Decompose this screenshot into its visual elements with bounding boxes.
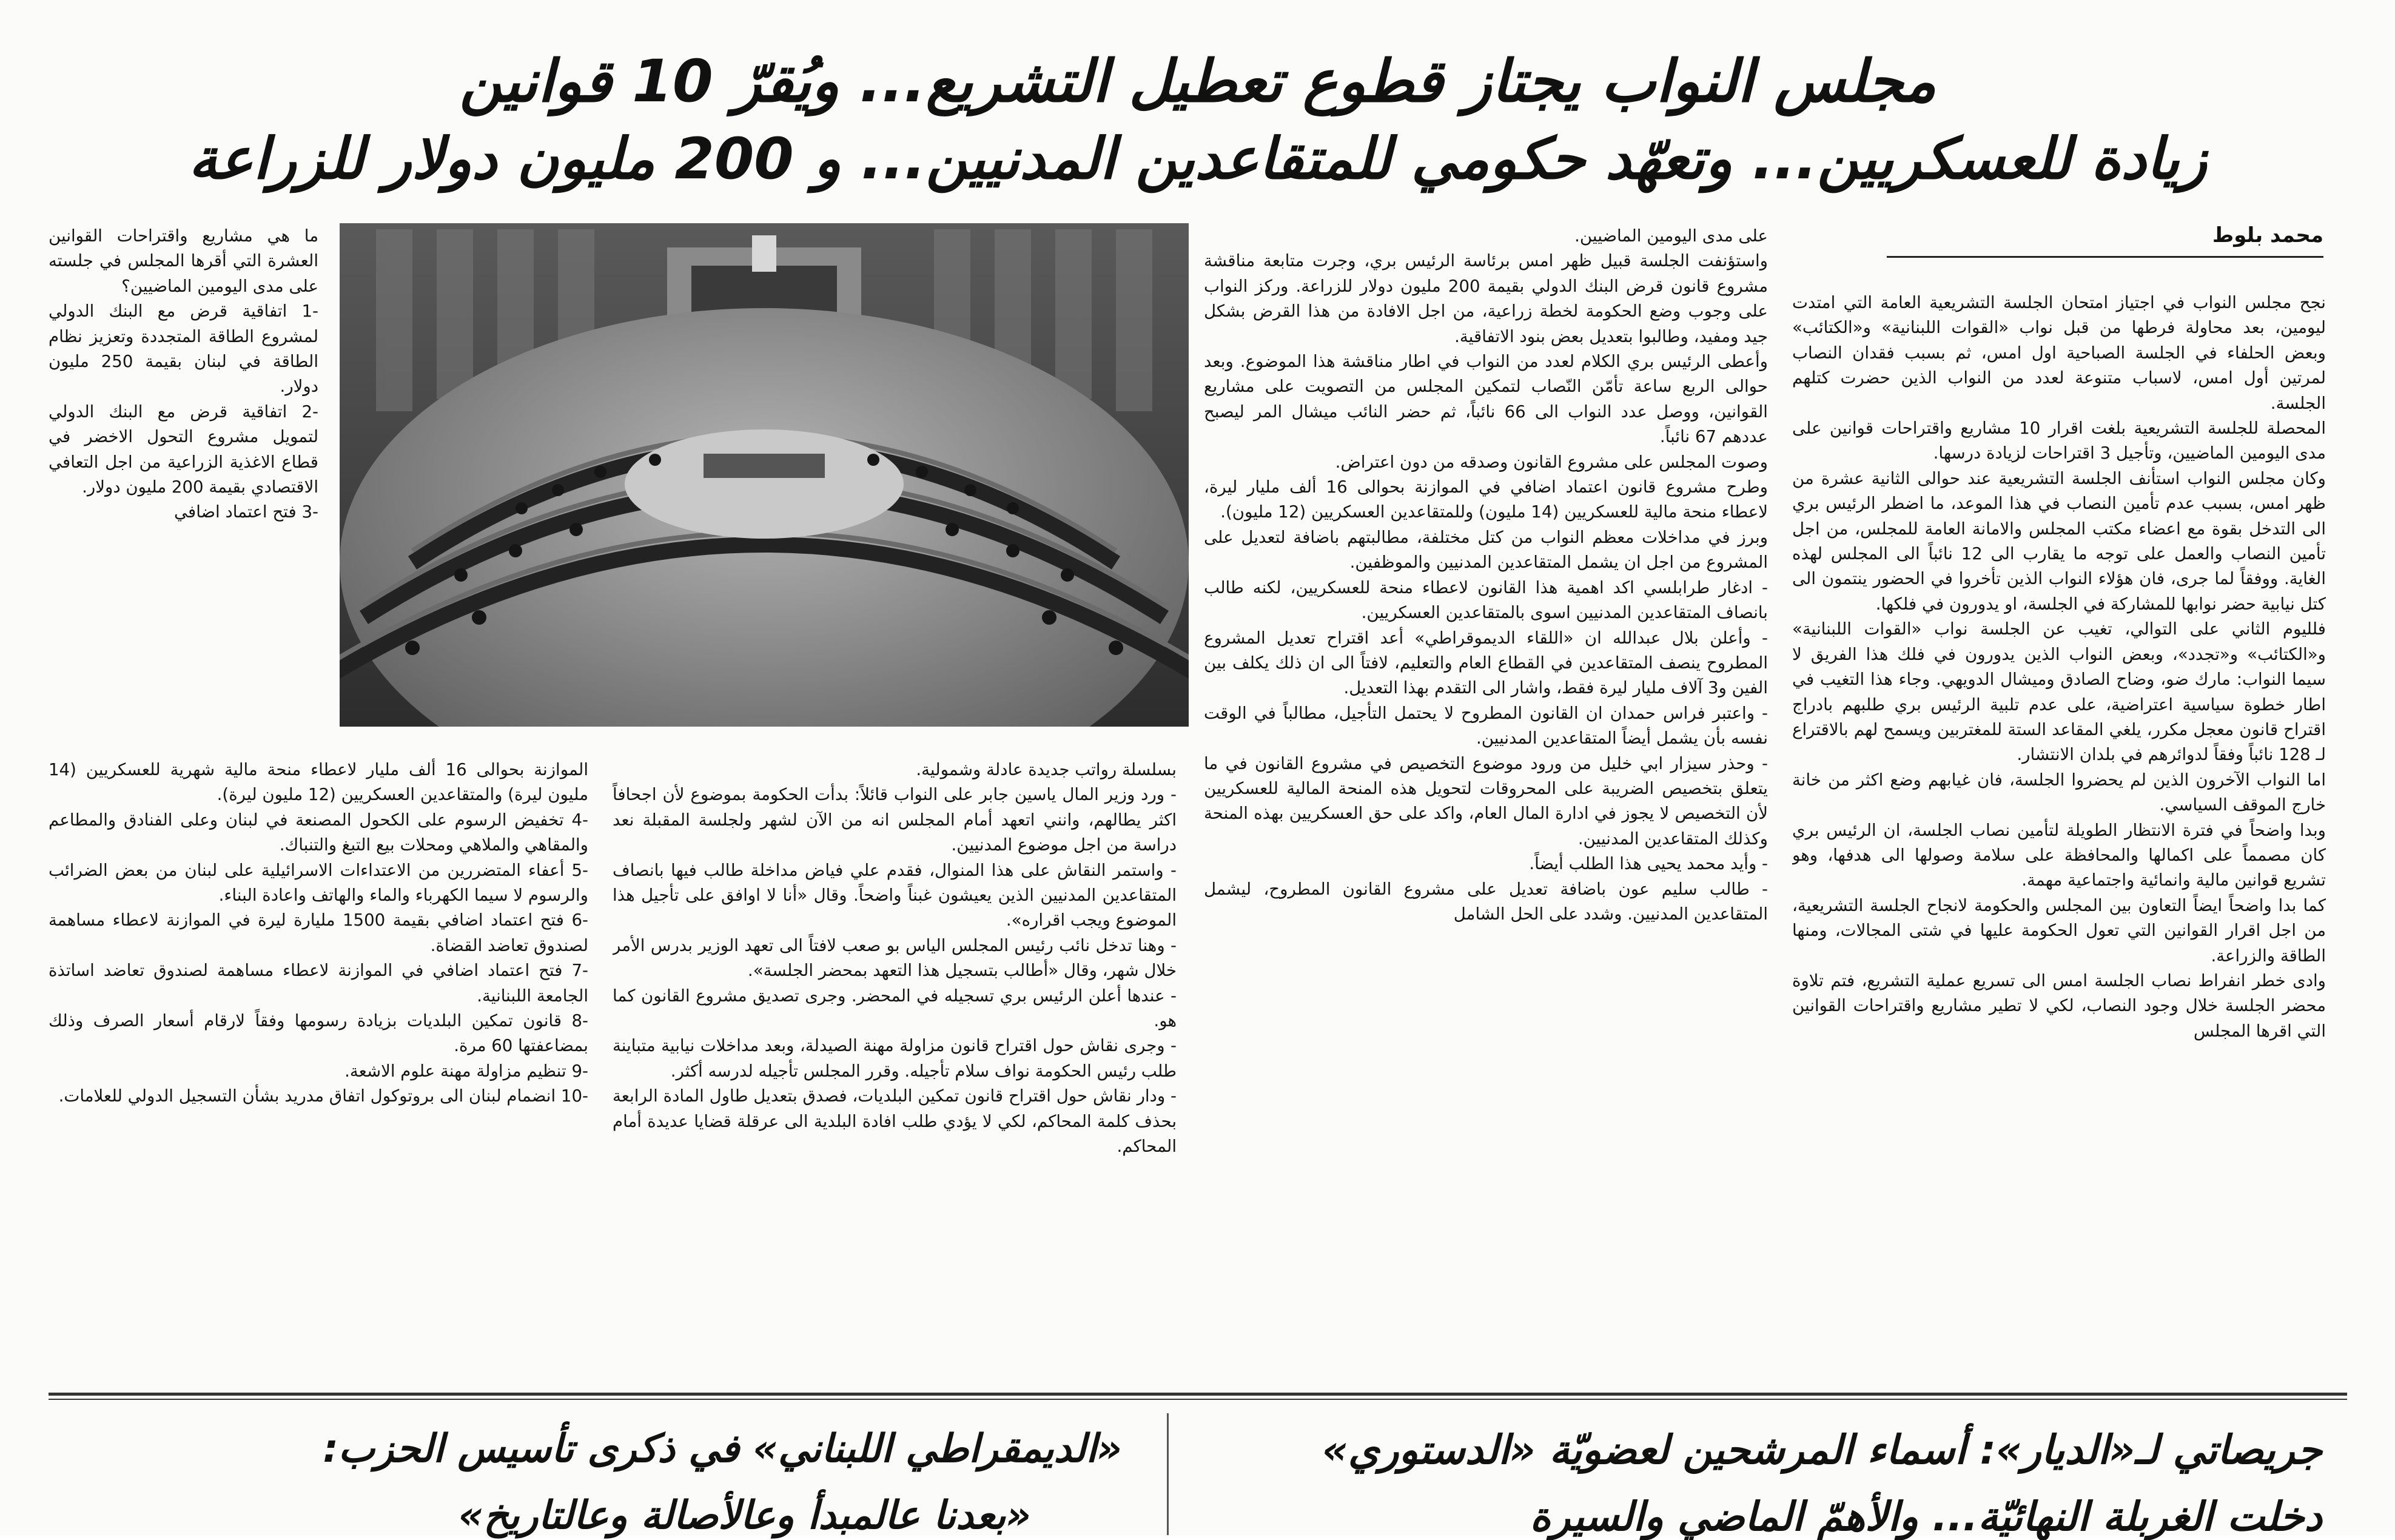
article-column-3: بسلسلة رواتب جديدة عادلة وشمولية. - ورد وزير المال ياسين جابر على النواب قائلاً: بدأت الحكومة بموضوع لأن اجحافاً اكثر يطالهم، وانني اتعهد أمام المجلس انه من الآن لشهر ولجلسة المقبلة نعد دراسة من اجل موضوع المدنيين. - واستمر النقاش على هذا المنوال، فقدم علي فياض مداخلة طالب فيها بانصاف المتقاعدين المدنيين الذين يعيشون غبناً واضحاً. وقال «أنا لا اوافق على تأجيل هذا الموضوع ويجب اقراره». - وهنا تدخل نائب رئيس المجلس الياس بو صعب لافتاً الى تعهد الوزير بدرس الأمر خلال شهر، وقال «أطالب بتسجيل هذا التعهد بمحضر الجلسة». - عندها أعلن الرئيس بري تسجيله في المحضر. وجرى تصديق مشروع القانون كما هو. - وجرى نقاش حول اقتراح قانون مزاولة مهنة الصيدلة، وبعد مداخلات نيابية متباينة طلب رئيس الحكومة نواف سلام تأجيله. وقرر المجلس تأجيله لدرسه أكثر. - ودار نقاش حول اقتراح قانون تمكين البلديات، فصدق بتعديل طاول المادة الرابعة بحذف كلمة المحاكم، لكي لا يؤدي طلب افادة البلدية الى عرقلة قضايا عديدة أمام المحاكم. xyxy=(613,759,1177,1157)
article-column-4-top: ما هي مشاريع واقتراحات القوانين العشرة التي أقرها المجلس في جلسته على مدى اليومين الماضيين؟ -1 اتفاقية قرض مع البنك الدولي لمشروع الطاقة المتجددة وتعزيز نظام الطاقة في لبنان بقيمة 250 مليون دولار. -2 اتفاقية قرض مع البنك الدولي لتمويل مشروع التحول الاخضر في قطاع الاغذية الزراعية من اجل التعافي الاقتصادي بقيمة 200 مليون دولار. -3 فتح اعتماد اضافي xyxy=(49,226,318,522)
parliament-photo xyxy=(340,223,1189,727)
article-column-4-bottom: الموازنة بحوالى 16 ألف مليار لاعطاء منحة مالية شهرية للعسكريين (14 مليون ليرة) والمتقاعدين العسكريين (12 مليون ليرة). -4 تخفيض الرسوم على الكحول المصنعة في لبنان وعلى الفنادق والمطاعم والمقاهي والملاهي ومحلات بيع التبغ والتنباك. -5 أعفاء المتضررين من الاعتداءات الاسرائيلية على لبنان من بعض الضرائب والرسوم لا سيما الكهرباء والماء والهاتف واعادة البناء. -6 فتح اعتماد اضافي بقيمة 1500 مليارة ليرة في الموازنة لاعطاء مساهمة لصندوق تعاضد القضاة. -7 فتح اعتماد اضافي في الموازنة لاعطاء مساهمة لصندوق تعاضد اساتذة الجامعة اللبنانية. -8 قانون تمكين البلديات بزيادة رسومها وفقاً لارقام أسعار الصرف وذلك بمضاعفتها 60 مرة. -9 تنظيم مزاولة مهنة علوم الاشعة. -10 انضمام لبنان الى بروتوكول اتفاق مدريد بشأن التسجيل الدولي للعلامات. xyxy=(49,759,588,1106)
story-headline-left-2: «بعدنا عالمبدأ وعالأصالة وعالتاريخ» xyxy=(458,1493,1031,1538)
column-separator xyxy=(1167,1413,1169,1535)
section-divider xyxy=(49,1393,2347,1396)
story-headline-right-1: جريصاتي لـ«الديار»: أسماء المرشحين لعضويّة «الدستوري» xyxy=(1322,1427,2322,1473)
story-headline-right-2: دخلت الغربلة النهائيّة... والأهمّ الماضي والسيرة xyxy=(1530,1493,2322,1540)
byline-rule xyxy=(1887,256,2323,258)
article-column-2: على مدى اليومين الماضيين. واستؤنفت الجلسة قبيل ظهر امس برئاسة الرئيس بري، وجرت متابعة مناقشة مشروع قانون قرض البنك الدولي بقيمة 200 مليون دولار للزراعة. وركز النواب على وجوب وضع الحكومة لخطة زراعية، من اجل الافادة من هذا القرض بشكل جيد ومفيد، وطالبوا بتعديل بعض بنود الاتفاقية. وأعطى الرئيس بري الكلام لعدد من النواب في اطار مناقشة هذا الموضوع. وبعد حوالى الربع ساعة تأمّن النّصاب لتمكين المجلس من التصويت على مشاريع القوانين، ووصل عدد النواب الى 66 نائباً، ثم حضر النائب ميشال المر ليصبح عددهم 67 نائباً. وصوت المجلس على مشروع القانون وصدقه من دون اعتراض. وطرح مشروع قانون اعتماد اضافي في الموازنة بحوالى 16 ألف مليار ليرة، لاعطاء منحة مالية للعسكريين (14 مليون) وللمتقاعدين العسكريين (12 مليون). وبرز في مداخلات معظم النواب من كتل مختلفة، مطالبتهم باضافة لتعديل على المشروع من اجل ان يشمل المتقاعدين المدنيين والموظفين. - ادغار طرابلسي اكد اهمية هذا القانون لاعطاء منحة للعسكريين، لكنه طالب بانصاف المتقاعدين المدنيين اسوى بالمتقاعدين العسكريين. - وأعلن بلال عبدالله ان «اللقاء الديموقراطي» أعد اقتراح تعديل المشروع المطروح ينصف المتقاعدين في القطاع العام والتعليم، لافتاً الى ان ذلك يكلف بين الفين و3 آلاف مليار ليرة فقط، واشار الى التقدم بهذا التعديل. - واعتبر فراس حمدان ان القانون المطروح لا يحتمل التأجيل، مطالباً في الوقت نفسه بأن يشمل أيضاً المتقاعدين المدنيين. - وحذر سيزار ابي خليل من ورود موضوع التخصيص في مشروع القانون في ما يتعلق بتخصيص الضريبة على المحروقات لتحويل هذه المنحة المالية للعسكريين لأن التخصيص لا يجوز في ادارة المال العام، واكد على حق العسكريين بهذه المنحة وكذلك المتقاعدين المدنيين. - وأيد محمد يحيى هذا الطلب أيضاً. - طالب سليم عون باضافة تعديل على مشروع القانون المطروح، ليشمل المتقاعدين المدنيين. وشدد على الحل الشامل xyxy=(1204,226,1768,924)
story-headline-left-1: «الديمقراطي اللبناني» في ذكرى تأسيس الحزب: xyxy=(323,1427,1122,1471)
headline-line-2: زيادة للعسكريين... وتعهّد حكومي للمتقاعدين المدنيين... و 200 مليون دولار للزراعة xyxy=(188,126,2208,192)
section-divider-thin xyxy=(49,1399,2347,1400)
author-byline: محمد بلوط xyxy=(2212,223,2323,247)
headline-line-1: مجلس النواب يجتاز قطوع تعطيل التشريع... ويُقرّ 10 قوانين xyxy=(459,47,1936,115)
article-column-1: نجح مجلس النواب في اجتياز امتحان الجلسة التشريعية العامة التي امتدت ليومين، بعد محاولة فرطها من قبل نواب «القوات اللبنانية» و«الكتائب» وبعض الحلفاء في الجلسة الصباحية اول امس، ثم بسبب فقدان النصاب لمرتين أول امس، لاسباب متنوعة لعدد من النواب الذين حضرت كتلهم الجلسة. المحصلة للجلسة التشريعية بلغت اقرار 10 مشاريع واقتراحات قوانين على مدى اليومين الماضيين، وتأجيل 3 اقتراحات لزيادة درسها. وكان مجلس النواب استأنف الجلسة التشريعية عند حوالى الثانية عشرة من ظهر امس، بسبب عدم تأمين النصاب في هذا الموعد، ما اضطر الرئيس بري الى التدخل بقوة مع اعضاء مكتب المجلس والامانة العامة للمجلس، من اجل تأمين النصاب والعمل على توجه ما يقارب الى 12 نائباً الى المجلس لهذه الغاية. ووفقاً لما جرى، فان هؤلاء النواب الذين تأخروا في الحضور ينتمون الى كتل نيابية حضر نوابها للمشاركة في الجلسة، او يدورون في فلكها. فلليوم الثاني على التوالي، تغيب عن الجلسة نواب «القوات اللبنانية» و«الكتائب» و«تجدد»، وبعض النواب الذين يدورون في فلك هذا الفريق لا سيما النواب: مارك ضو، وضاح الصادق وميشال الدويهي. وجاء هذا التغيب في اطار خطوة سياسية اعتراضية، على عدم تلبية الرئيس بري طلبهم بادراج اقتراح قانون معجل مكرر، يلغي المقاعد الستة للمغتربين ويسمح لهم بالاقتراع لـ 128 نائباً وفقاً لدوائرهم في بلدان الانتشار. اما النواب الآخرون الذين لم يحضروا الجلسة، فان غيابهم وضع اكثر من خانة خارج الموقف السياسي. وبدا واضحاً في فترة الانتظار الطويلة لتأمين نصاب الجلسة، ان الرئيس بري كان مصمماً على اكمالها والمحافظة على سلامة وصولها الى هدفها، وهو تشريع قوانين مالية وانمائية واجتماعية مهمة. كما بدا واضحاً ايضاً التعاون بين المجلس والحكومة لانجاح الجلسة التشريعية، من اجل اقرار القوانين التي تعول الحكومة عليها في شتى المجالات، ومنها الطاقة والزراعة. وادى خطر انفراط نصاب الجلسة امس الى تسريع عملية التشريع، فتم تلاوة محضر الجلسة خلال وجود النصاب، لكي لا تطير مشاريع واقتراحات القوانين التي اقرها المجلس xyxy=(1792,292,2326,1041)
